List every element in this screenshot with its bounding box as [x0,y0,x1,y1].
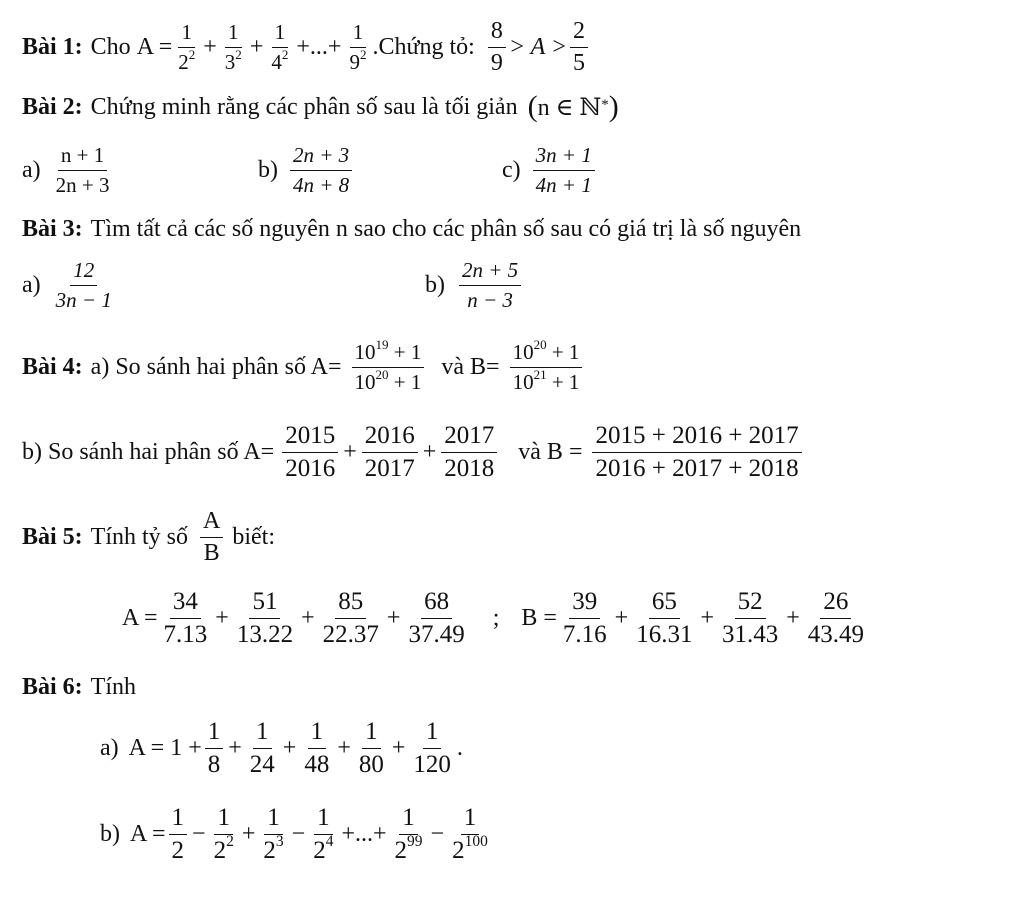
bai3-item-b: b) $\frac{2n + 5}{n - 3}$ [425,258,524,313]
bai4a-frac-B: $\frac{10^{20} + 1}{10^{21} + 1}$ [510,340,583,395]
bai5-A-frac-4: $\frac{68}{37.49}$ [408,588,465,648]
bai3-label: Bài 3: [22,216,83,242]
bai4b-va: và B = [518,439,583,465]
bai2-frac-a: $\frac{n + 1}{2n + 3}$ [55,143,110,197]
bai2-frac-c: $\frac{3n + 1}{4n + 1}$ [533,143,595,198]
bai1-dots: +...+ [296,34,342,60]
bai4a-va: và B= [441,354,500,380]
bai6-a-frac-3: $\frac{1}{48}$ [304,718,330,778]
bai1-cho: Cho [90,34,131,60]
bai6-b-frac-2: $\frac{1}{2^2}$ [213,804,234,864]
bai4b-frac-3: $\frac{2017}{2018}$ [441,422,497,483]
bai2-item-c: c) $\frac{3n + 1}{4n + 1}$ [502,143,598,198]
bai6-b-line: b) A = $\frac{1}{2}$ − $\frac{1}{2^2}$ + $\frac{1}{2^3}$ − $\frac{1}{2^4}$ +...+ $\frac{1}{2^{99}}$ − $\frac{1}{2^{100}}$ [100,804,494,865]
bai2-text: Chứng minh rằng các phân số sau là tối giản [90,93,518,120]
bai6-a-frac-2: $\frac{1}{24}$ [249,718,275,778]
bai5-line [22,508,275,567]
bai6-b-dots: +...+ [341,821,387,847]
bai5-A-frac-1: $\frac{34}{7.13}$ [163,588,208,648]
bai2-cond: n ∈ ℕ [537,94,602,121]
bai5-ratio: $\frac{A}{B}$ [200,508,223,567]
bai1-frac-3: $\frac{1}{4^2}$ [271,20,289,74]
bai4b-frac-2: $\frac{2016}{2017}$ [362,422,418,483]
bai6-text: Tính [90,674,136,700]
bai5-B-frac-2: $\frac{65}{16.31}$ [636,588,693,648]
bai5-B-frac-1: $\frac{39}{7.16}$ [562,588,607,648]
bai3-frac-a: $\frac{12}{3n - 1}$ [55,258,112,312]
bai1-lhs: A = [136,34,173,60]
bai6-a-frac-1: $\frac{1}{8}$ [205,718,224,779]
bai4b-line: b) So sánh hai phân số A= $\frac{2015}{2016}$ + $\frac{2016}{2017}$ + $\frac{2017}{2018}$ và B = $\frac{2015 + 2016 + 2017}{2016 + 2017 + 2018}$ [22,422,805,483]
bai1-frac-2: $\frac{1}{3^2}$ [224,20,242,74]
bai4b-frac-1: $\frac{2015}{2016}$ [282,422,338,483]
bai6-line [22,674,136,701]
bai2-item-b: b) $\frac{2n + 3}{4n + 8}$ [258,143,355,198]
bai3-frac-b: $\frac{2n + 5}{n - 3}$ [459,258,521,313]
bai6-a-end: . [456,735,463,761]
bai5-biet: biết: [232,524,276,550]
bai5-A-lhs: A = [122,605,158,631]
bai5-formula: A = $\frac{34}{7.13}$ + $\frac{51}{13.22}$ + $\frac{85}{22.37}$ + $\frac{68}{37.49}$ ; B = $\frac{39}{7.16}$ + $\frac{65}{16.31}$ + $\frac{52}{31.43}$ + $\frac{26}{43.49}$ [122,588,870,649]
bai2-frac-b: $\frac{2n + 3}{4n + 8}$ [290,143,352,198]
bai3-line [22,216,801,243]
bai2-line: Bài 2: Chứng minh rằng các phân số sau là tối giản ( n ∈ ℕ * ) [22,90,619,123]
bai1-left-frac: $\frac{8}{9}$ [488,18,506,77]
bai6-a-frac-4: $\frac{1}{80}$ [358,718,384,778]
bai4-label: Bài 4: [22,354,83,380]
bai1-ineq: > A > [508,34,568,60]
bai6-label: Bài 6: [22,674,83,700]
bai4b-frac-B: $\frac{2015 + 2016 + 2017}{2016 + 2017 + 2018}$ [592,422,801,483]
bai4a-frac-A: $\frac{10^{19} + 1}{10^{20} + 1}$ [352,340,425,395]
bai5-text: Tính tỷ số [90,524,189,550]
bai6-b-frac-1: $\frac{1}{2}$ [169,804,188,865]
bai6-b-frac-3: $\frac{1}{2^3}$ [263,804,284,864]
bai6-b-frac-4: $\frac{1}{2^4}$ [313,804,334,864]
bai4b-text: b) So sánh hai phân số A= [22,439,275,465]
bai6-b-frac-5: $\frac{1}{2^{99}}$ [394,804,423,864]
bai1-label: Bài 1: [22,34,83,60]
bai1-chung-to: .Chứng tỏ: [372,34,475,60]
bai6-b-lhs: A = [130,821,166,847]
bai3-item-a: a) $\frac{12}{3n - 1}$ [22,258,118,313]
bai5-sep: ; [492,605,500,631]
bai1-right-frac: $\frac{2}{5}$ [570,18,588,77]
bai2-label: Bài 2: [22,93,83,120]
bai6-b-frac-6: $\frac{1}{2^{100}}$ [452,804,488,864]
bai5-B-frac-4: $\frac{26}{43.49}$ [807,588,865,648]
bai5-B-frac-3: $\frac{52}{31.43}$ [722,588,779,648]
bai3-text: Tìm tất cả các số nguyên n sao cho các phân số sau có giá trị là số nguyên [90,216,802,242]
bai4a-text: a) So sánh hai phân số A= [90,354,342,380]
bai5-B-lhs: B = [521,605,557,631]
bai5-A-frac-3: $\frac{85}{22.37}$ [322,588,379,648]
bai4a-line [22,337,585,395]
bai1-line: Bài 1: Cho A = $\frac{1}{2^2}$ + $\frac{1}{3^2}$ + $\frac{1}{4^2}$ +...+ $\frac{1}{9^2}$ .Chứng tỏ: $\frac{8}{9}$ > A > $\frac{2}{5}$ [22,18,591,77]
bai2-item-a: a) $\frac{n + 1}{2n + 3}$ [22,143,116,198]
bai1-frac-4: $\frac{1}{9^2}$ [349,20,367,74]
bai6-a-line: a) A = 1 + $\frac{1}{8}$ + $\frac{1}{24}$ + $\frac{1}{48}$ + $\frac{1}{80}$ + $\frac{1}{120}$ . [100,718,463,778]
bai5-A-frac-2: $\frac{51}{13.22}$ [236,588,294,648]
bai6-a-label: a) [100,735,119,761]
bai6-a-frac-5: $\frac{1}{120}$ [413,718,451,778]
bai6-b-label: b) [100,821,120,847]
bai6-a-lhs: A = 1 + [128,735,202,761]
bai1-frac-1: $\frac{1}{2^2}$ [178,20,196,74]
bai5-label: Bài 5: [22,524,83,550]
